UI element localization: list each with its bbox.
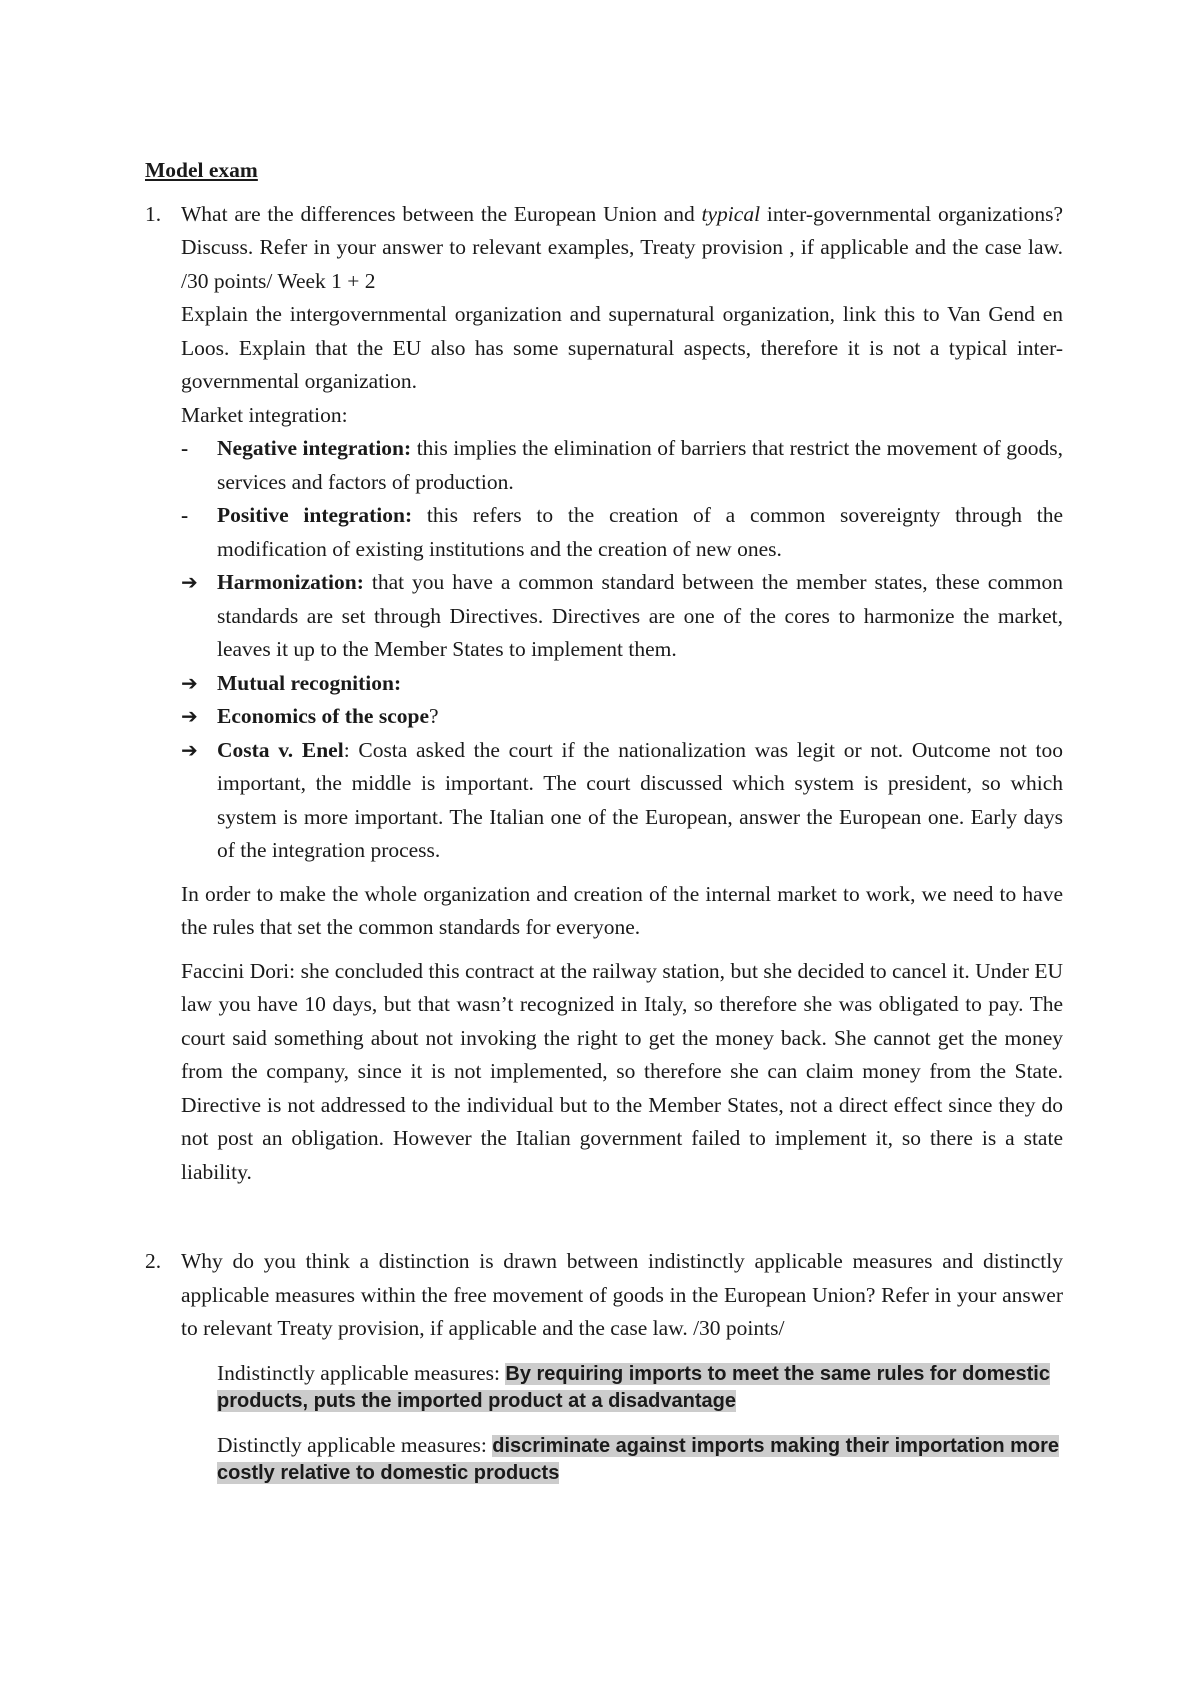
term-description: this implies the elimination of barriers that restrict the movement of goods, services and factors of production. xyxy=(217,436,1064,494)
paragraph-faccini-dori: Faccini Dori: she concluded this contract at the railway station, but she decided to cancel it. Under EU law you have 10 days, but that wasn’t recognized in Italy, so therefore she was obligated to pay. The court said something about not invoking the right to get the money back. She cannot get the money from the company, since it is not implemented, so therefore she can claim money from the State. Directive is not addressed to the individual but to the Member States, not a direct effect since they do not post an obligation. However the Italian government failed to implement it, so there is a state liability. xyxy=(181,958,1063,1184)
definition-indistinct xyxy=(217,1360,1063,1414)
highlighted-answer: By requiring imports to meet the same rules for domestic products, puts the imported product at a disadvantage xyxy=(217,1362,1050,1412)
question-number: 2. xyxy=(145,1249,162,1273)
question-1 xyxy=(145,198,1063,1190)
definition-label: Indistinctly applicable measures: xyxy=(217,1360,506,1385)
term: Negative integration: xyxy=(217,436,412,460)
question-1-text xyxy=(181,198,1063,299)
term-description: : Costa asked the court if the nationalization was legit or not. Outcome not too important, the middle is important. The court discussed which system is president, so which system is more important. The Italian one of the European, answer the European one. Early days of the integration process. xyxy=(217,737,1063,862)
document-content xyxy=(145,154,1063,1504)
arrow-right-icon: ➔ xyxy=(181,670,198,695)
explain-note: Explain the intergovernmental organization and supernatural organization, link this to Van Gend en Loos. Explain that the EU also has some supernatural aspects, therefore it is not a typical inter-governmental organization. xyxy=(181,302,1063,393)
list-item xyxy=(181,566,1063,667)
list-item xyxy=(181,432,1063,499)
question-1-body xyxy=(181,198,1063,1190)
dash-bullet-icon: - xyxy=(181,436,189,460)
term: Economics of the scope xyxy=(217,704,429,728)
term: Costa v. Enel xyxy=(217,737,344,762)
arrow-right-icon: ➔ xyxy=(181,570,198,594)
arrow-right-icon: ➔ xyxy=(181,737,198,762)
arrow-bullet-list xyxy=(181,566,1063,868)
highlighted-answer: discriminate against imports making their importation more costly relative to domestic products xyxy=(217,1434,1060,1484)
question-text-emphasis: typical xyxy=(701,201,761,226)
list-item xyxy=(181,499,1063,566)
paragraph-internal-market: In order to make the whole organization and creation of the internal market to work, we need to have the rules that set the common standards for everyone. xyxy=(181,881,1063,939)
list-item xyxy=(181,667,1063,701)
question-text-part: What are the differences between the European Union and xyxy=(181,201,702,226)
definitions xyxy=(217,1360,1063,1486)
definition-distinct xyxy=(217,1432,1063,1486)
term: Mutual recognition: xyxy=(217,670,402,695)
term: Harmonization: xyxy=(217,570,364,594)
page-title: Model exam xyxy=(145,158,258,182)
question-2-body xyxy=(181,1245,1063,1504)
question-text-part: inter-governmental organizations? Discuss. Refer in your answer to relevant examples, Treaty provision , if applicable and the case law. /30 points/ Week 1 + 2 xyxy=(181,201,1063,293)
integration-bullet-list xyxy=(181,432,1063,566)
question-number: 1. xyxy=(145,201,162,226)
definition-label: Distinctly applicable measures: xyxy=(217,1432,493,1457)
question-2 xyxy=(145,1245,1063,1504)
term-description: this refers to the creation of a common sovereignty through the modification of existing institutions and the creation of new ones. xyxy=(217,503,1064,561)
term: Positive integration: xyxy=(217,503,413,527)
question-2-text: Why do you think a distinction is drawn between indistinctly applicable measures and distinctly applicable measures within the free movement of goods in the European Union? Refer in your answer to relevant Treaty provision, if applicable and the case law. /30 points/ xyxy=(181,1249,1063,1340)
list-item xyxy=(181,700,1063,734)
term-description: that you have a common standard between the member states, these common standards are set through Directives. Directives are one of the cores to harmonize the market, leaves it up to the Member States to implement them. xyxy=(217,570,1063,661)
dash-bullet-icon: - xyxy=(181,503,189,527)
arrow-right-icon: ➔ xyxy=(181,704,198,728)
market-integration-label: Market integration: xyxy=(181,402,348,427)
list-item xyxy=(181,734,1063,868)
term-description: ? xyxy=(429,704,439,728)
